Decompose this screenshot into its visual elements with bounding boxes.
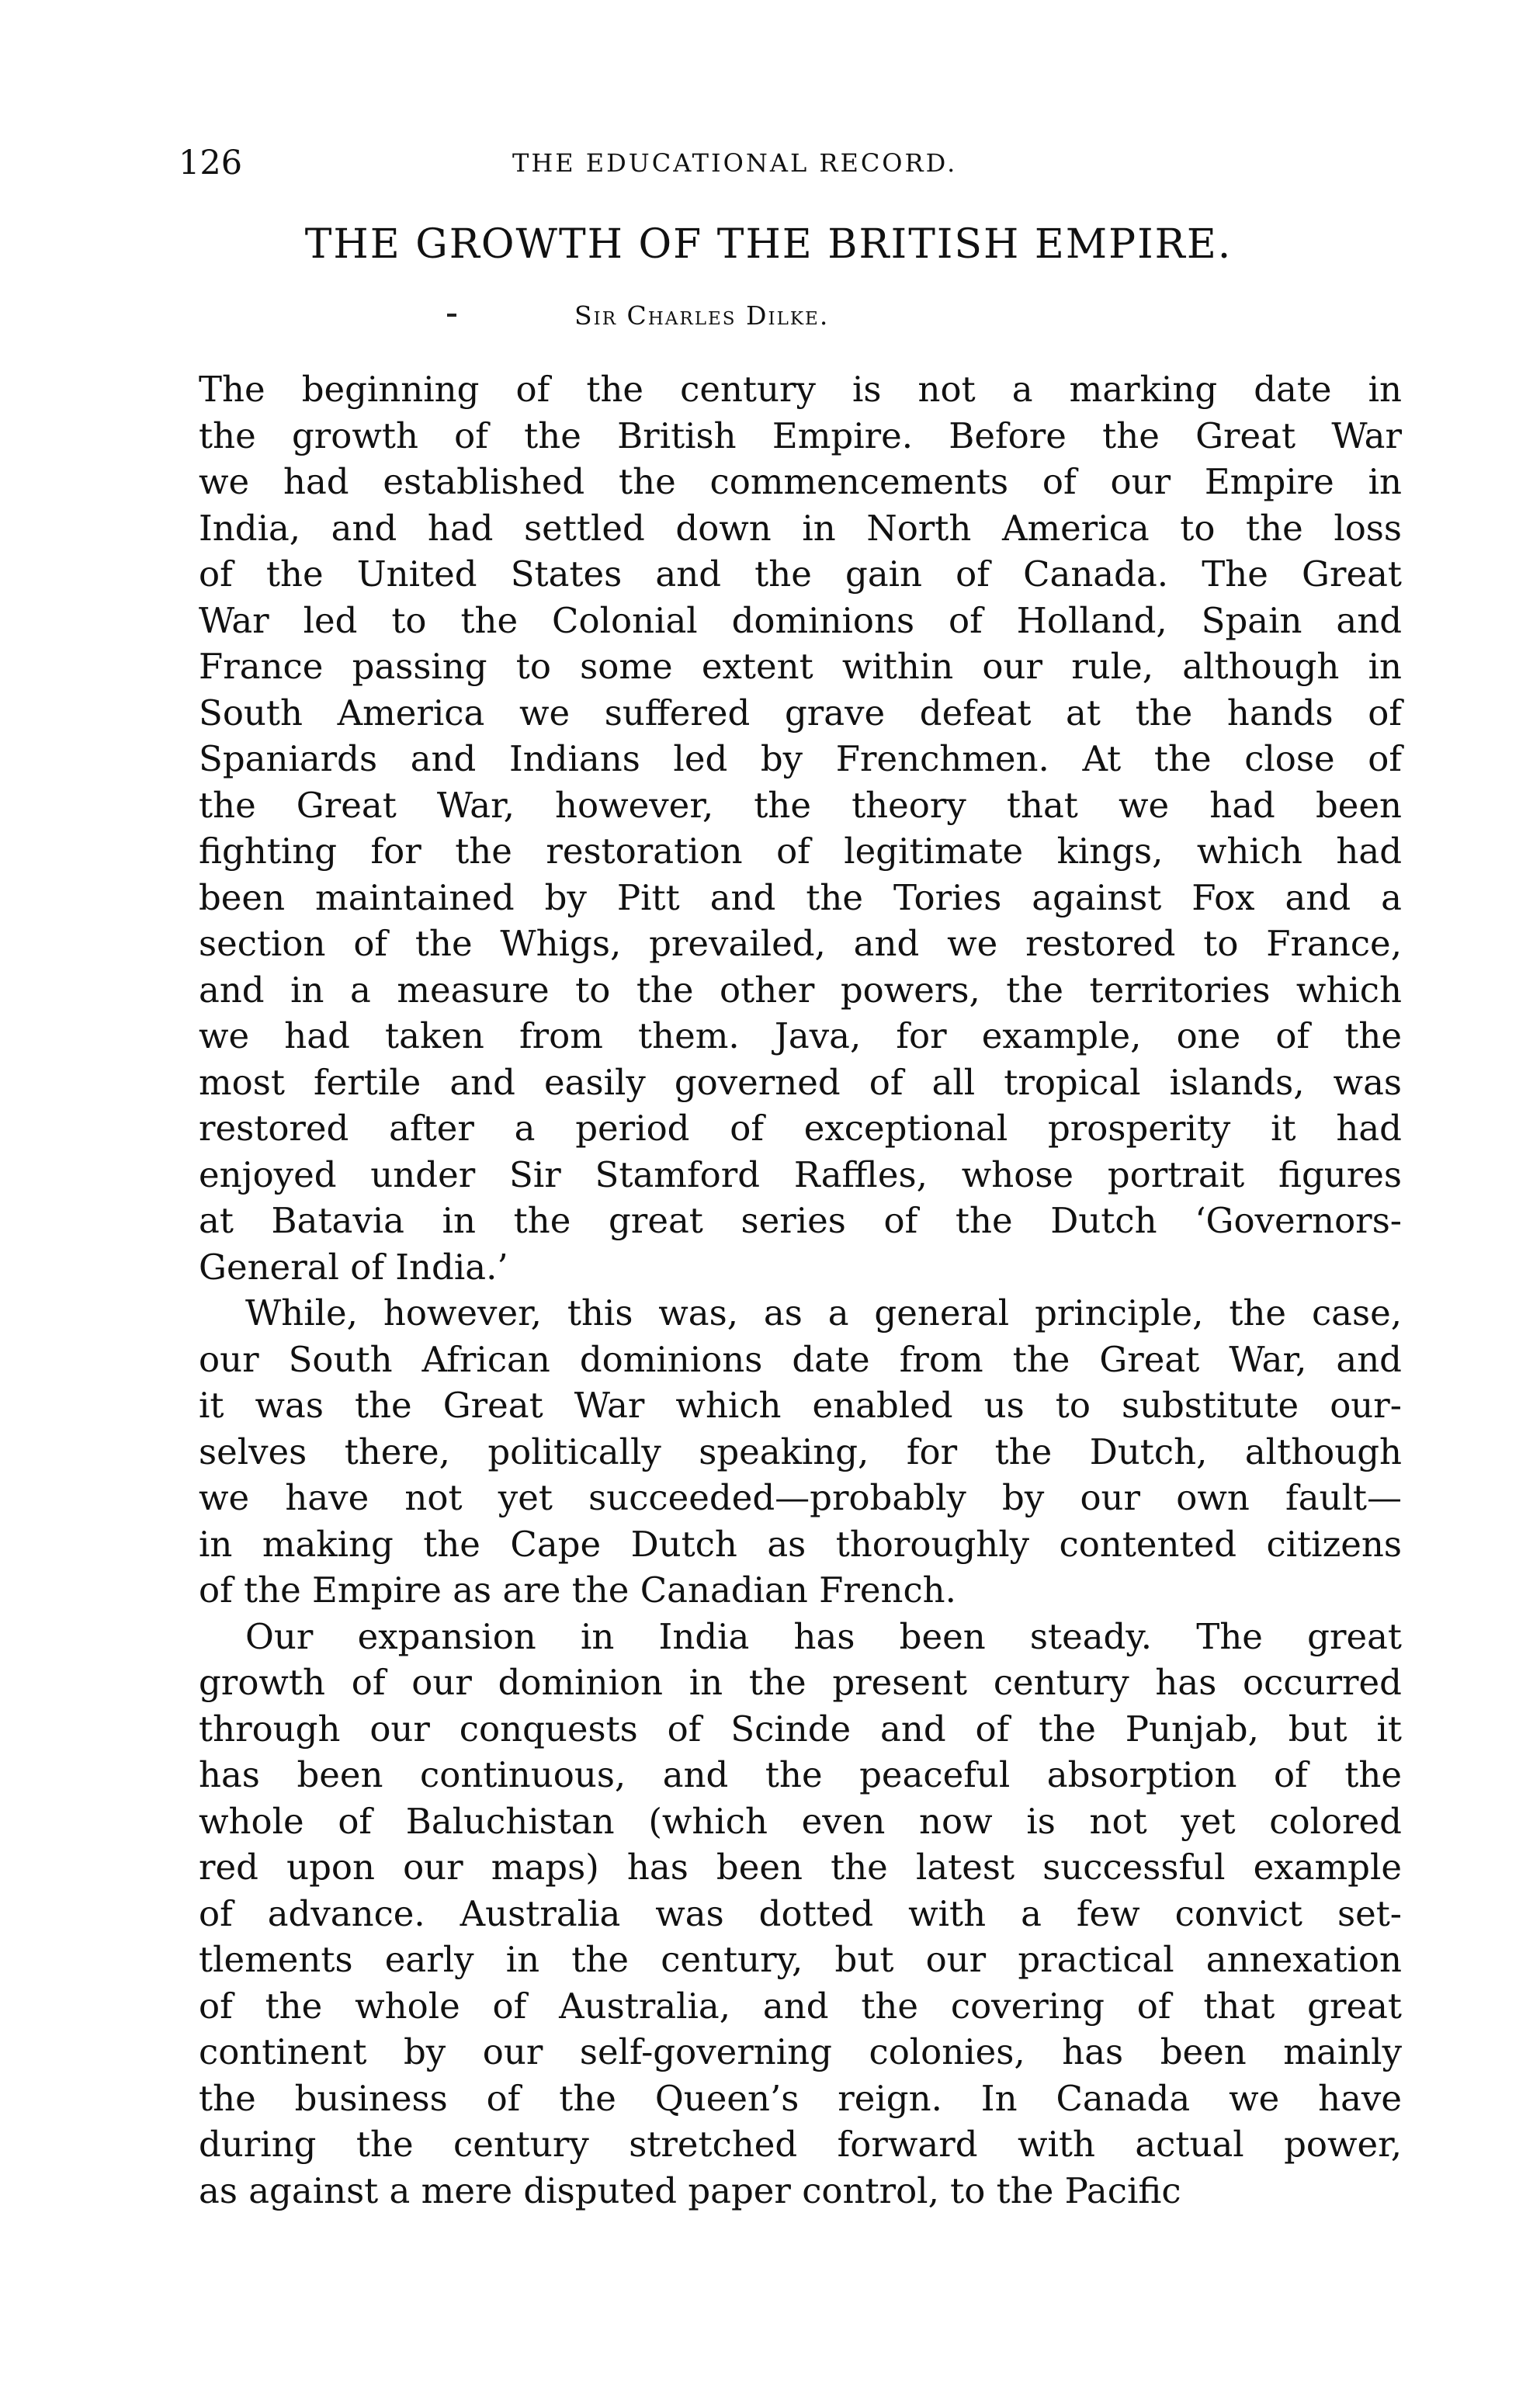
text-line: enjoyed under Sir Stamford Raffles, whose portrait figures	[199, 1153, 1402, 1195]
text-line: growth of our dominion in the present century has occurred	[199, 1662, 1402, 1703]
text-line: in making the Cape Dutch as thoroughly contented citizens	[199, 1523, 1402, 1565]
text-line: whole of Baluchistan (which even now is not yet colored	[199, 1800, 1402, 1842]
text-line: been maintained by Pitt and the Tories against Fox and a	[199, 876, 1402, 918]
running-header	[0, 140, 1540, 186]
text-line: most fertile and easily governed of all tropical islands, was	[199, 1061, 1402, 1103]
text-line: through our conquests of Scinde and of the Punjab, but it	[199, 1708, 1402, 1750]
text-line: it was the Great War which enabled us to substitute our-	[199, 1385, 1402, 1426]
text-line: the business of the Queen’s reign. In Canada we have	[199, 2077, 1402, 2119]
text-line: the growth of the British Empire. Before the Great War	[199, 414, 1402, 456]
text-line: and in a measure to the other powers, the territories which	[199, 969, 1402, 1011]
text-line: of advance. Australia was dotted with a few convict set-	[199, 1892, 1402, 1934]
text-line: we have not yet succeeded—probably by our own fault—	[199, 1477, 1402, 1518]
text-line: Spaniards and Indians led by Frenchmen. At the close of	[199, 738, 1402, 779]
text-line: of the United States and the gain of Canada. The Great	[199, 553, 1402, 595]
text-line: India, and had settled down in North America to the loss	[199, 507, 1402, 549]
paragraph	[199, 1614, 1402, 2214]
article-title: THE GROWTH OF THE BRITISH EMPIRE.	[304, 221, 1233, 268]
running-title: THE EDUCATIONAL RECORD.	[512, 148, 958, 178]
article-body	[199, 366, 1402, 2214]
text-line: we had established the commencements of our Empire in	[199, 461, 1402, 502]
text-line: selves there, politically speaking, for the Dutch, although	[199, 1431, 1402, 1472]
text-line: Our expansion in India has been steady. The great	[245, 1615, 1402, 1657]
text-line: tlements early in the century, but our practical annexation	[199, 1939, 1402, 1980]
text-line: red upon our maps) has been the latest successful example	[199, 1847, 1402, 1888]
text-line: fighting for the restoration of legitimate kings, which had	[199, 831, 1402, 872]
page-number: 126	[179, 144, 243, 182]
text-line: during the century stretched forward with actual power,	[199, 2124, 1402, 2165]
paragraph	[199, 366, 1402, 1290]
text-line: While, however, this was, as a general principle, the case,	[245, 1292, 1402, 1333]
text-line: General of India.’	[199, 1246, 508, 1288]
text-line: our South African dominions date from the Great War, and	[199, 1338, 1402, 1380]
text-line: The beginning of the century is not a marking date in	[199, 369, 1402, 410]
text-line: we had taken from them. Java, for example, one of the	[199, 1015, 1402, 1056]
article-author: Sir Charles Dilke.	[574, 300, 830, 331]
text-line: France passing to some extent within our rule, although in	[199, 646, 1402, 687]
text-line: has been continuous, and the peaceful absorption of the	[199, 1754, 1402, 1795]
text-line: as against a mere disputed paper control, to the Pacific	[199, 2169, 1181, 2211]
text-line: War led to the Colonial dominions of Holland, Spain and	[199, 599, 1402, 641]
text-line: of the whole of Australia, and the covering of that great	[199, 1985, 1402, 2027]
dash-mark	[447, 314, 456, 317]
text-line: the Great War, however, the theory that we had been	[199, 784, 1402, 826]
paragraph	[199, 1290, 1402, 1614]
text-line: restored after a period of exceptional prosperity it had	[199, 1108, 1402, 1149]
text-line: of the Empire as are the Canadian French.	[199, 1569, 956, 1611]
text-line: South America we suffered grave defeat at the hands of	[199, 692, 1402, 734]
text-line: continent by our self-governing colonies, has been mainly	[199, 2031, 1402, 2072]
text-line: at Batavia in the great series of the Dutch ‘Governors-	[199, 1200, 1402, 1241]
text-line: section of the Whigs, prevailed, and we restored to France,	[199, 923, 1402, 964]
